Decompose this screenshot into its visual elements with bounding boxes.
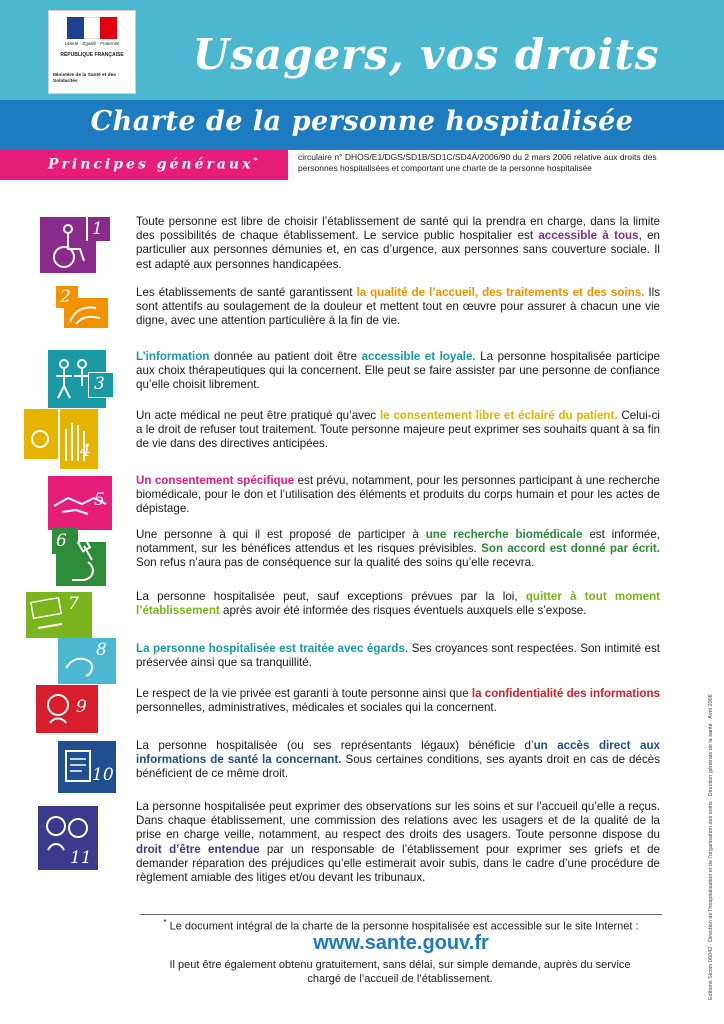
side-credit (708, 660, 716, 1000)
speaking-faces-icon (38, 806, 98, 872)
highlight: Son accord est donné par écrit. (481, 542, 660, 556)
article-number: 8 (96, 640, 107, 660)
privacy-face-icon (36, 685, 100, 733)
article-text (136, 800, 660, 885)
text-part: Un acte médical ne peut être pratiqué qu’avec (136, 409, 380, 422)
text-part: Les établissements de santé garantissent (136, 286, 357, 299)
hands-icon (56, 286, 108, 330)
text-part: Le respect de la vie privée est garanti à toute personne ainsi que (136, 687, 472, 700)
article-number: 10 (92, 765, 114, 785)
consent-hand-icon (24, 409, 98, 469)
article-number: 11 (70, 848, 92, 868)
article-text (136, 474, 660, 517)
highlight: accessible à tous (538, 229, 639, 243)
text-part: Celui-ci a le droit de refuser tout traitement. Toute personne majeure peut exprimer ses souhaits quant à sa fin de vie dans des directives anticipées. (136, 409, 660, 451)
highlight: une recherche biomédicale (425, 528, 583, 541)
highlight: un accès direct aux informations de santé la concernant. (136, 739, 660, 767)
text-part: Toute personne est libre de choisir l’établissement de santé qui la prendra en charge, dans la limite des possibilités de chaque établissement. Le service public hospitalier est (136, 215, 660, 243)
rf-name: RÉPUBLIQUE FRANÇAISE (60, 52, 124, 58)
article-text (136, 286, 660, 329)
text-part: personnelles, administratives, médicales et sociales qui la concernent. (136, 701, 497, 715)
footnote-mark: * (253, 155, 258, 165)
exit-sign-icon (26, 592, 92, 640)
text-part: La personne hospitalisée (ou ses représentants légaux) bénéficie d’ (136, 739, 534, 752)
rf-motto: Liberté · Égalité · Fraternité (64, 41, 120, 46)
article-text (136, 528, 660, 571)
highlight: La personne hospitalisée est traitée avec égards. (136, 642, 409, 655)
republic-logo (48, 10, 136, 94)
section-heading (48, 155, 258, 173)
article-text (136, 687, 660, 715)
side-credit-text: Éditions Sicom 06042 · Direction de l’hospitalisation et de l’organisation des soins · Direction générale de la santé · Avril 2006 (708, 694, 714, 1000)
circulaire-reference: circulaire n° DHOS/E1/DGS/SD1B/SD1C/SD4A/2006/90 du 2 mars 2006 relative aux droits des personnes hospitalisées et comportant une charte de la personne hospitalisée (298, 152, 657, 173)
article-number: 4 (80, 441, 91, 461)
text-part: donnée au patient doit être (209, 350, 362, 363)
text-part: Son refus n’aura pas de conséquence sur la qualité des soins qu’elle recevra. (136, 556, 535, 570)
ministry-name: Ministère de la Santé et des Solidarités (53, 73, 116, 84)
highlight: accessible et loyale. (361, 350, 476, 363)
highlight: le consentement libre et éclairé du patient. (379, 409, 618, 422)
highlight: la confidentialité des informations (471, 687, 660, 700)
marianne-flag-icon (67, 17, 117, 39)
text-part: est informée, notamment, sur les bénéfices attendus et les risques prévisibles. (136, 528, 660, 556)
article-number: 1 (92, 219, 103, 239)
text-part: Sous certaines conditions, ses ayants droit en cas de décès bénéficient de ce même droit. (136, 753, 660, 781)
footnote-divider (140, 914, 662, 915)
highlight: Un consentement spécifique (136, 474, 295, 487)
article-number: 7 (68, 594, 79, 614)
handshake-icon (48, 476, 114, 530)
text-part: La personne hospitalisée participe aux choix thérapeutiques qui la concernent. Elle peut se faire assister par une personne de confiance qu’elle choisit librement. (136, 350, 661, 392)
article-number: 2 (60, 287, 71, 307)
section-heading-text: Principes généraux (48, 156, 254, 173)
text-part: La personne hospitalisée peut exprimer des observations sur les soins et sur l’accueil qu’elle a reçus. Dans chaque établissement, une commission des relations avec les usagers et de la qualité de la prise en charge veille, notamment, au respect des droits des usagers. Toute personne dispose du (136, 800, 660, 842)
footnote-mark: * (163, 918, 167, 927)
footnote-text: Le document intégral de la charte de la personne hospitalisée est accessible sur le site Internet : (166, 920, 639, 933)
article-text (136, 215, 660, 272)
text-part: Ils sont attentifs au soulagement de la douleur et mettent tout en œuvre pour assurer à chacun une vie digne, avec une attention particulière à la fin de vie. (136, 286, 660, 328)
text-part: Ses croyances sont respectées. Son intimité est préservée ainsi que sa tranquillité. (136, 642, 661, 670)
wheelchair-icon (40, 217, 106, 273)
footnote (140, 918, 662, 933)
text-part: , en particulier aux personnes démunies et, en cas d’urgence, aux personnes sans couverture sociale. Il est adapté aux personnes handicapées. (136, 229, 660, 271)
page-title: Usagers, vos droits (192, 30, 660, 79)
website-link[interactable]: www.sante.gouv.fr (313, 932, 489, 954)
text-part: par un responsable de l’établissement pour exprimer ses griefs et de demander réparation des préjudices qu’elle estimerait avoir subis, dans le cadre d’une procédure de règlement amiable des litiges et/ou devant les tribunaux. (136, 842, 660, 885)
article-number: 5 (94, 490, 105, 510)
article-text (136, 409, 660, 452)
highlight: quitter à tout moment l’établissement (136, 590, 661, 618)
medical-file-icon (58, 741, 118, 793)
people-talking-icon (48, 350, 114, 408)
article-text (136, 350, 660, 393)
obtain-note: Il peut être également obtenu gratuitement, sans délai, sur simple demande, auprès du service chargé de l’accueil de l’établissement. (169, 959, 631, 985)
article-text (136, 590, 660, 618)
text-part: La personne hospitalisée peut, sauf exceptions prévues par la loi, (136, 590, 526, 603)
highlight: L’information (136, 350, 210, 363)
page-subtitle: Charte de la personne hospitalisée (90, 106, 634, 137)
article-number: 6 (56, 531, 67, 551)
highlight: la qualité de l’accueil, des traitements et des soins. (356, 286, 645, 299)
respect-hand-icon (58, 638, 116, 686)
article-text (136, 739, 660, 782)
article-number: 3 (94, 374, 105, 394)
article-text (136, 642, 660, 670)
text-part: après avoir été informée des risques éventuels auxquels elle s’expose. (219, 604, 587, 618)
highlight: droit d’être entendue (136, 842, 260, 856)
text-part: est prévu, notamment, pour les personnes participant à une recherche biomédicale, pour le don et l’utilisation des éléments et produits du corps humain et pour les actes de dépistage. (136, 474, 661, 516)
text-part: Une personne à qui il est proposé de participer à (136, 528, 426, 541)
article-number: 9 (76, 697, 87, 717)
microscope-icon (52, 528, 108, 588)
